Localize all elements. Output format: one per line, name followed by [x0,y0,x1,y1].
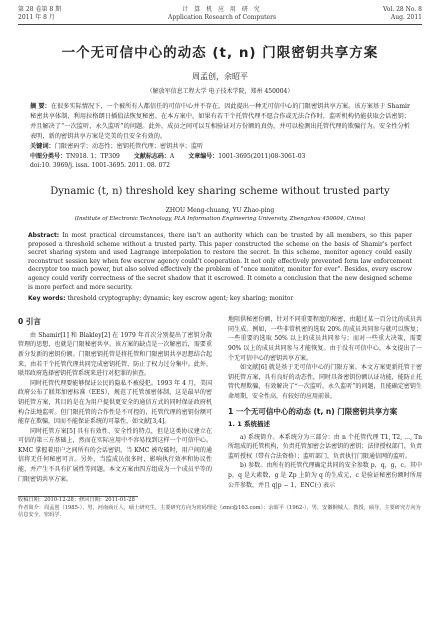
header-rule [18,24,422,25]
header-date: 2011 年 8 月 [18,14,55,21]
section-1-heading: 1 一个无可信中心的动态 (t, n) 门限密钥共享方案 [228,406,398,416]
keywords-cn-text: 门限密码学；动态性；密钥托管代理；密钥共享；监听 [54,143,204,150]
header-center [168,6,276,22]
running-header [18,6,422,22]
abstract-cn-text: 在很多实际情况下，一个被所有人都信任的可信中心并不存在，因此提出一种无可信中心的门限密钥共享方案。该方案基于 Shamir 秘密共享体制，利用拉格朗日插值法恢复秘密。在本方案中，如果有若干个托管代理不愿合作或无法合作时，监听机构仍能获取会话密钥；并且解决了“一次监听，永久监听”的问题。此外，成员之间可以互相验证对方份额的真伪，并可以检测出托管代理的欺骗行为。安全性分析表明，新的密钥共享方案是完美的且安全有效的。 [30,103,410,140]
clc-label: 中图分类号： [30,153,67,160]
journal-name-cn: 计 算 机 应 用 研 究 [182,6,262,13]
section-0-paragraph-3: 同时托管方案[5] 具有有效性、安全性的特点，但是这类协议建立在可信的第三方基础上，然而在实际应用中不容易找到这样一个可信中心。KMC 掌握着用户之间所有的会话密钥，当 KMC 被攻破时，用户间的通信将无任何秘密可言。另外，当监成员很多时，影响执行效率和协议性能，并产生不具有扩展性等问题。本文方案由四方组成为一个成员平等的门限密钥共享方案。 [18,427,212,483]
header-right [383,6,422,22]
journal-name-en: Application Research of Computers [168,14,277,21]
doi: doi:10. 3969/j. issn. 1001-3695. 2011. 08. 072 [30,162,170,169]
header-volume: 第 28 卷第 8 期 [18,6,62,13]
keywords-en-text: threshold cryptography; dynamic; key escrow agent; key sharing; monitor [67,295,294,303]
title-cn: 一个无可信中心的动态 (t, n) 门限密钥共享方案 [61,45,379,61]
keywords-cn [18,142,422,152]
keywords-en [18,294,422,303]
affiliation-cn: （解放军信息工程大学 电子技术学院，郑州 450004） [146,88,294,95]
body-column-left [18,315,212,490]
section-0-paragraph-1: 由 Shamir[1] 和 Blakley[2] 在 1979 年首次分别提出了密钥分散管理的思想，也就是门限秘密共享。该方案的缺点是一次解密后，需要重新分发新的密钥份额。门限密钥托管是将托管和门限密钥共享思想结合起来，由若干个托管代理共同完成密钥托管，防止了权力过分集中。此外，联邦政府选择密钥托管系统来进行对犯罪的侦查。 [18,331,212,378]
clc-value: TN918. 1；TP309 [66,153,120,160]
keywords-en-label: Key words: [28,295,66,303]
section-0-paragraph-2: 同时托管代理要能够保证公民的隐私不被侵犯。1993 年 4 月，美国政府公布了联邦加密标准（EES），规范了托管加密体制，这是最早的密钥托管方案，其目的是在为用户提供更安全的通信方式的同时保证政府机构合法地监听。但门限托管的合作性是不可控的，托管代理的密钥份额可能存在欺骗，因而不能保证系统的可靠性，如文献[3,4]。 [18,379,212,426]
clc-field [30,152,120,161]
abstract-cn [18,102,422,142]
abstract-en-label: Abstract: [28,232,60,239]
doc-code-label: 文献标志码： [133,153,170,160]
keywords-cn-label: 关键词： [30,143,55,150]
header-date-en: Aug. 2011 [390,14,422,21]
section-1-1-paragraph-1: a) 系统简介。本系统分为三部分：由 n 个托管代理 T1, T2, …, Tn 所组成的托管机构，负责托管加密会话密钥的密钥；法律授权部门，负责监听授权（带有合法资格）；监听部门，负责执行门限通信网的监听。 [228,433,422,460]
classification-row [18,152,422,161]
abstract-en-text: In most practical circumstances, there isn't an authority which can be trusted by all members, so this paper proposed a threshold scheme without a trusted party. This paper constructed the scheme on the basis of Shamir's perfect secret sharing system and used Lagrange interpolation to restore the secret. In this scheme, monitor agency could easily reconstruct session key when few escrow agency could't cooperation. It not only effectively prevented form law enforcement decryptor too much power, but also solved effectively the problem of "once monitor, monitor for ever". Besides, every escrow agency could verify correctness of the secret shadow that it escrowed. It cometo a conclusion that the new designed scheme is more perfect and more security. [28,232,412,291]
article-no-field [188,152,305,161]
footnote-author-bio: 作者简介：周孟创（1985-），男，河南商丘人，硕士研究生，主要研究方向为密码理论（zmc@163.com）；余昭平（1962-），男，安徽桐城人，教授，硕导，主要研究方向为信息安全、密码学. [18,504,421,519]
column-2-paragraph-2: 如文献[6] 就是基于无可信中心的门限方案。本文方案更新托管于密钥托管方案，具有良好的动态性，同时具备密钥份额认证功能，能防止托管代理欺骗，有效解决了“一次监听，永久监听”的问题，且能确定密钥生命周期，安全性高，有较好的应用前景。 [228,364,422,400]
body-column-right [228,315,422,490]
authors-cn: 周孟创，余昭平 [192,72,248,81]
affiliation-en: (Institute of Electronic Technology, PLA Information Engineering University, Zhengzhou 450004, China) [74,216,366,222]
abstract-cn-label: 摘 要： [30,103,51,110]
doc-code-value: A [169,153,175,160]
header-left [18,6,61,22]
body-columns [18,315,422,490]
section-0-heading: 0 引言 [18,317,41,327]
doc-code-field [134,152,174,161]
article-no-value: 1001-3695(2011)08-3061-03 [218,153,306,160]
section-1-1-heading: 1. 1 系统描述 [228,420,271,429]
title-en: Dynamic (t, n) threshold key sharing scheme without trusted party [50,186,390,197]
column-2-paragraph-1: 地阻供秘密份额，针对不同重要程度的秘密，由超过某一百分比的成员共同生成。例如，一些非常机密的选取 20% 的成员共同参与就可以恢复；一些重要的选取 50% 以上的成员共同参与；而对一些重大决策，需要 90% 以上的成员共同参与才能恢复。由于没有可信中心，本文提出了一个无可信中心的密钥共享方案。 [228,316,422,362]
footnote-received: 收稿日期：2010-12-28；修回日期：2011-01-28 [18,497,135,504]
authors-en: ZHOU Meng-chuang, YU Zhao-ping [165,207,275,214]
abstract-en [18,232,422,292]
section-1-1-paragraph-2: b) 参数。由所有的托管代理确定共同的安全参数 p，q，g，c。其中 p，q 是大素数，g 是 Zp 上阶为 q 的生成元，c 是验证秘密份额时所用公开参数，并且 q|p − 1，ENC(·) 表示 [228,462,422,489]
article-no-label: 文章编号： [188,153,219,160]
header-vol-en: Vol. 28 No. 8 [382,6,422,13]
